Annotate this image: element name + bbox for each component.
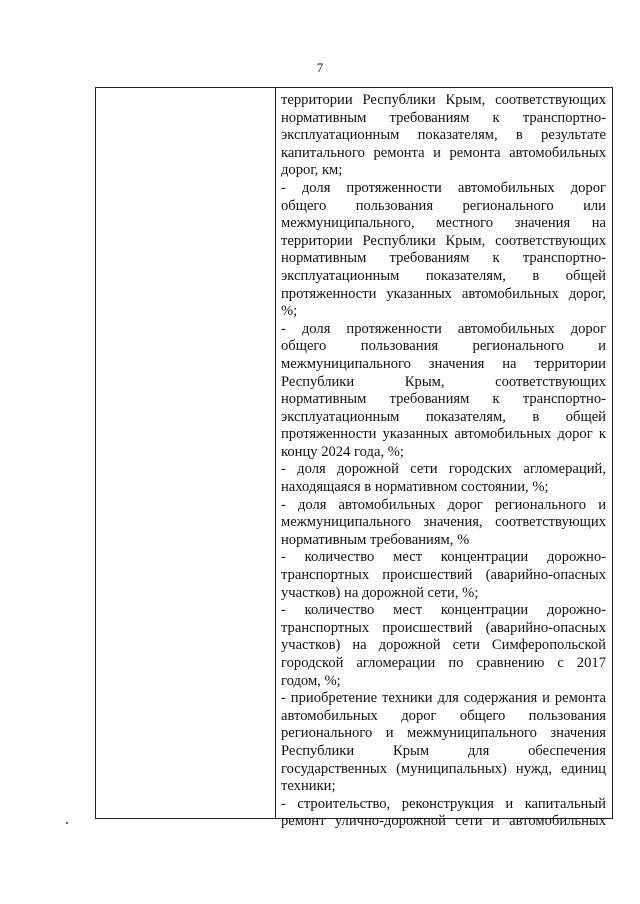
table-right-cell [276,88,612,830]
text-line: - доля автомобильных дорог регионального и [281,496,606,513]
text-line: межмуниципального значения, соответствующих [281,514,606,531]
text-line: капитального ремонта и ремонта автомобильных [281,144,606,161]
text-line: Республики Крым для обеспечения [281,742,606,759]
text-line: общего пользования регионального или [281,197,606,214]
text-line: ремонт улично-дорожной сети и автомобильных [281,813,606,830]
text-line: нормативным требованиям к транспортно- [281,391,606,408]
text-line: эксплуатационным показателям, в общей [281,408,606,425]
text-line: нормативным требованиям к транспортно- [281,250,606,267]
table-left-cell [96,88,276,818]
text-line: межмуниципального, местного значения на [281,215,606,232]
text-line: нормативным требованиям, % [281,531,470,548]
text-line: - доля протяженности автомобильных дорог [281,320,606,337]
text-line: - количество мест концентрации дорожно- [281,549,606,566]
text-line: - доля дорожной сети городских агломераций, [281,461,606,478]
text-line: территории Республики Крым, соответствующих [281,232,606,249]
text-line: межмуниципального значения на территории [281,355,606,372]
text-line: общего пользования регионального и [281,338,606,355]
text-line: протяженности указанных автомобильных дорог к [281,426,606,443]
text-line: - строительство, реконструкция и капитальный [281,795,606,812]
text-line: Республики Крым, соответствующих [281,373,606,390]
text-line: протяженности указанных автомобильных дорог, [281,285,606,302]
text-line: эксплуатационным показателям, в результате [281,127,606,144]
text-line: участков) на дорожной сети, %; [281,584,479,601]
text-line: нормативным требованиям к транспортно- [281,109,606,126]
text-line: транспортных происшествий (аварийно-опасных [281,619,606,636]
text-line: - доля протяженности автомобильных дорог [281,179,606,196]
text-line: участков) на дорожной сети Симферопольской [281,637,606,654]
document-table [95,87,613,830]
text-line: регионального и межмуниципального значения [281,725,606,742]
text-line: автомобильных дорог общего пользования [281,707,606,724]
text-line: %; [281,303,298,320]
text-line: территории Республики Крым, соответствующих [281,92,606,108]
text-line: концу 2024 года, %; [281,443,404,460]
text-line: эксплуатационным показателям, в общей [281,267,606,284]
page-number: 7 [316,60,324,75]
text-line: городской агломерации по сравнению с 2017 [281,655,606,671]
text-line: находящаяся в нормативном состоянии, %; [281,479,549,496]
text-line: - количество мест концентрации дорожно- [281,602,606,619]
text-line: дорог, км; [281,162,343,179]
text-line: годом, %; [281,672,341,689]
scan-speck [66,822,68,824]
text-line: техники; [281,778,336,795]
text-line: государственных (муниципальных) нужд, единиц [281,760,606,777]
text-line: - приобретение техники для содержания и ремонта [281,690,606,707]
text-line: транспортных происшествий (аварийно-опасных [281,567,606,584]
